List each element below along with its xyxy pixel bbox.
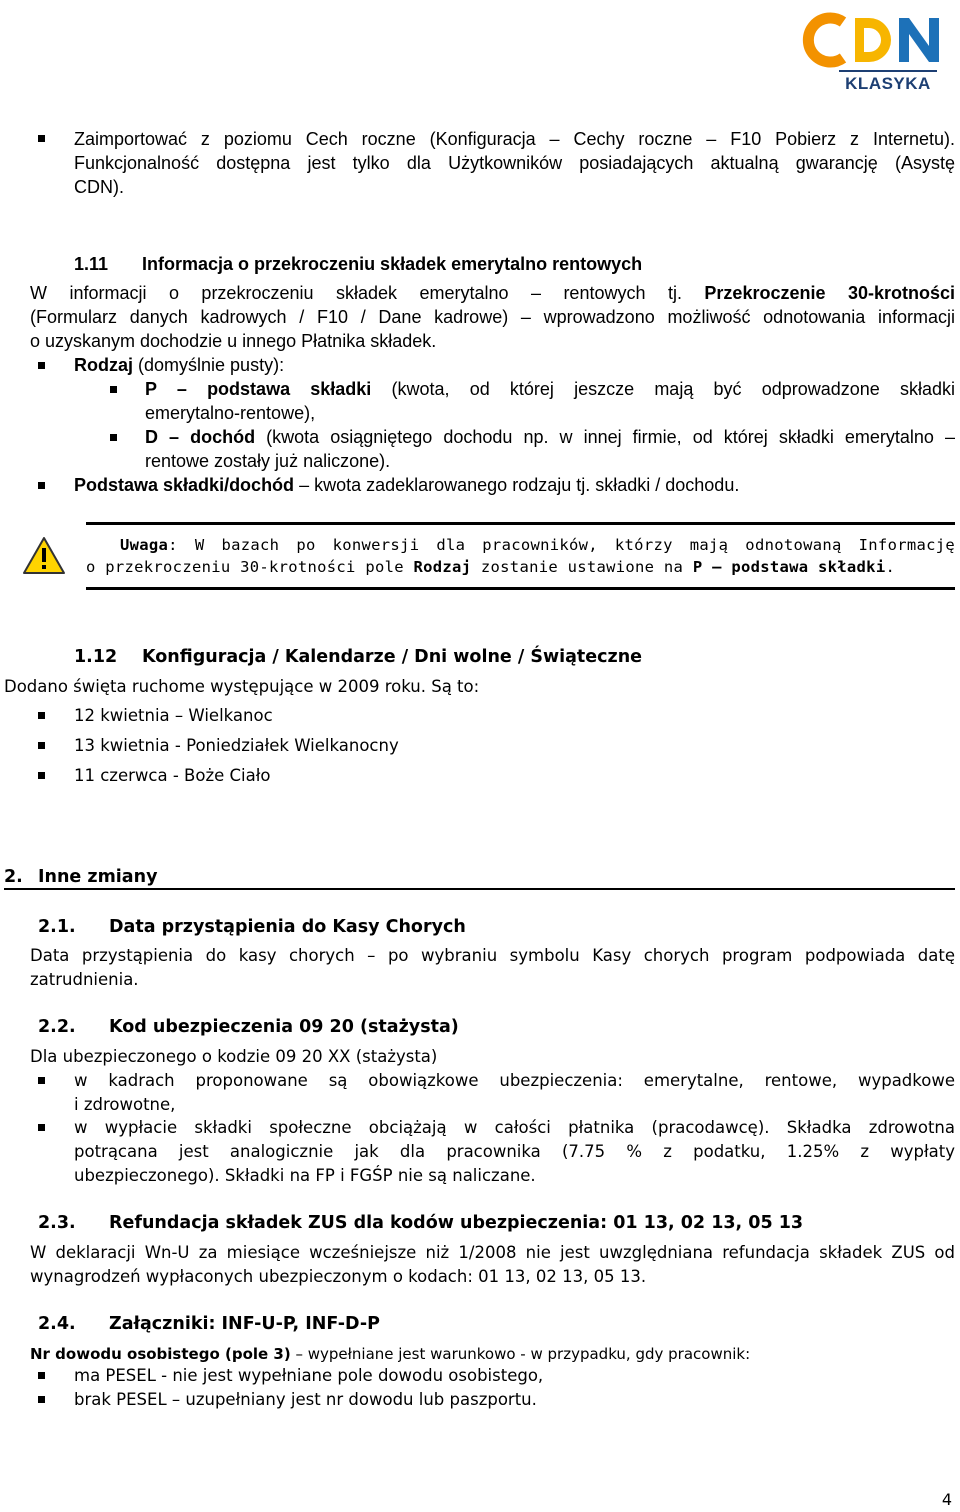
- warning-icon: [22, 536, 66, 576]
- section-2-4-number: 2.4.: [38, 1314, 76, 1334]
- s24-intro: Nr dowodu osobistego (pole 3) – wypełniane jest warunkowo - w przypadku, gdy pracownik:: [30, 1345, 751, 1363]
- s111-para-line-3: o uzyskanym dochodzie u innego Płatnika składek.: [30, 331, 437, 351]
- rodzaj-d-line-1: D – dochód (kwota osiągniętego dochodu np. w innej firmie, od której składki emerytalno –: [145, 427, 955, 447]
- s22-b2-line-1: w wypłacie składki społeczne obciążają w całości płatnika (pracodawcę). Składka zdrowotna: [74, 1118, 955, 1137]
- bullet-icon: [38, 712, 45, 719]
- intro-line-3: CDN).: [74, 177, 124, 197]
- s22-intro: Dla ubezpieczonego o kodzie 09 20 XX (stażysta): [30, 1047, 438, 1066]
- section-2-3-title: Refundacja składek ZUS dla kodów ubezpieczenia: 01 13, 02 13, 05 13: [109, 1213, 804, 1233]
- section-1-11-number: 1.11: [74, 254, 109, 274]
- bullet-icon: [110, 386, 117, 393]
- section-2-rule: [4, 888, 955, 890]
- s23-line-1: W deklaracji Wn-U za miesiące wcześniejsze niż 1/2008 nie jest uwzględniana refundacja składek ZUS od: [30, 1243, 955, 1262]
- s23-line-2: wynagrodzeń wypłaconych ubezpieczonym o kodach: 01 13, 02 13, 05 13.: [30, 1267, 647, 1286]
- holiday-item: 11 czerwca - Boże Ciało: [74, 766, 271, 785]
- s24-item: ma PESEL - nie jest wypełniane pole dowodu osobistego,: [74, 1366, 544, 1385]
- s111-para-line-2: (Formularz danych kadrowych / F10 / Dane kadrowe) – wprowadzono możliwość odnotowania informacji: [30, 307, 955, 327]
- section-2-4-title: Załączniki: INF-U-P, INF-D-P: [109, 1314, 380, 1334]
- section-2-2-number: 2.2.: [38, 1017, 76, 1037]
- section-2-1-title: Data przystąpienia do Kasy Chorych: [109, 917, 466, 937]
- bullet-icon: [38, 135, 45, 142]
- section-2-3-number: 2.3.: [38, 1213, 76, 1233]
- bullet-icon: [38, 1396, 45, 1403]
- s112-intro: Dodano święta ruchome występujące w 2009 roku. Są to:: [4, 677, 480, 696]
- section-1-11-title: Informacja o przekroczeniu składek emerytalno rentowych: [142, 254, 643, 274]
- holiday-item: 13 kwietnia - Poniedziałek Wielkanocny: [74, 736, 399, 755]
- s21-line-2: zatrudnienia.: [30, 970, 139, 989]
- cdn-klasyka-logo: [795, 0, 955, 105]
- s22-b1-line-1: w kadrach proponowane są obowiązkowe ubezpieczenia: emerytalne, rentowe, wypadkowe: [74, 1071, 955, 1090]
- section-2-2-title: Kod ubezpieczenia 09 20 (stażysta): [109, 1017, 459, 1037]
- logo-subtitle: KLASYKA: [845, 74, 931, 93]
- note-line-1: Uwaga: W bazach po konwersji dla pracowników, którzy mają odnotowaną Informację: [120, 536, 955, 554]
- s22-b2-line-3: ubezpieczonego). Składki na FP i FGŚP nie są naliczane.: [74, 1166, 536, 1185]
- s24-item: brak PESEL – uzupełniany jest nr dowodu lub paszportu.: [74, 1390, 537, 1409]
- section-2-number: 2.: [4, 867, 23, 887]
- s111-para-line-1: W informacji o przekroczeniu składek emerytalno – rentowych tj. Przekroczenie 30-krotności: [30, 283, 955, 303]
- intro-line-1: Zaimportować z poziomu Cech roczne (Konfiguracja – Cechy roczne – F10 Pobierz z Internetu).: [74, 129, 955, 149]
- bullet-icon: [38, 772, 45, 779]
- section-2-title: Inne zmiany: [38, 867, 158, 887]
- rodzaj-d-line-2: rentowe zostały już naliczone).: [145, 451, 391, 471]
- podstawa-line: Podstawa składki/dochód – kwota zadeklarowanego rodzaju tj. składki / dochodu.: [74, 475, 740, 495]
- s22-b1-line-2: i zdrowotne,: [74, 1095, 176, 1114]
- note-bottom-rule: [86, 587, 955, 590]
- rodzaj-p-line-1: P – podstawa składki (kwota, od której jeszcze mają być odprowadzone składki: [145, 379, 956, 399]
- note-top-rule: [86, 522, 955, 525]
- rodzaj-p-line-2: emerytalno-rentowe),: [145, 403, 316, 423]
- bullet-icon: [38, 482, 45, 489]
- note-line-2: o przekroczeniu 30-krotności pole Rodzaj zostanie ustawione na P – podstawa składki.: [86, 558, 896, 576]
- bullet-icon: [110, 434, 117, 441]
- bullet-icon: [38, 742, 45, 749]
- section-1-12-title: Konfiguracja / Kalendarze / Dni wolne / Świąteczne: [142, 647, 643, 667]
- s22-b2-line-2: potrącana jest analogicznie jak dla pracownika (7.75 % z podatku, 1.25% z wypłaty: [74, 1142, 955, 1161]
- s21-line-1: Data przystąpienia do kasy chorych – po wybraniu symbolu Kasy chorych program podpowiada datę: [30, 946, 955, 965]
- intro-line-2: Funkcjonalność dostępna jest tylko dla Użytkowników posiadających aktualną gwarancję (Asystę: [74, 153, 955, 173]
- bullet-icon: [38, 1124, 45, 1131]
- section-1-12-number: 1.12: [74, 647, 118, 667]
- bullet-icon: [38, 362, 45, 369]
- rodzaj-line: Rodzaj (domyślnie pusty):: [74, 355, 285, 375]
- holiday-item: 12 kwietnia – Wielkanoc: [74, 706, 273, 725]
- section-2-1-number: 2.1.: [38, 917, 76, 937]
- bullet-icon: [38, 1077, 45, 1084]
- bullet-icon: [38, 1372, 45, 1379]
- page-number: 4: [941, 1490, 952, 1509]
